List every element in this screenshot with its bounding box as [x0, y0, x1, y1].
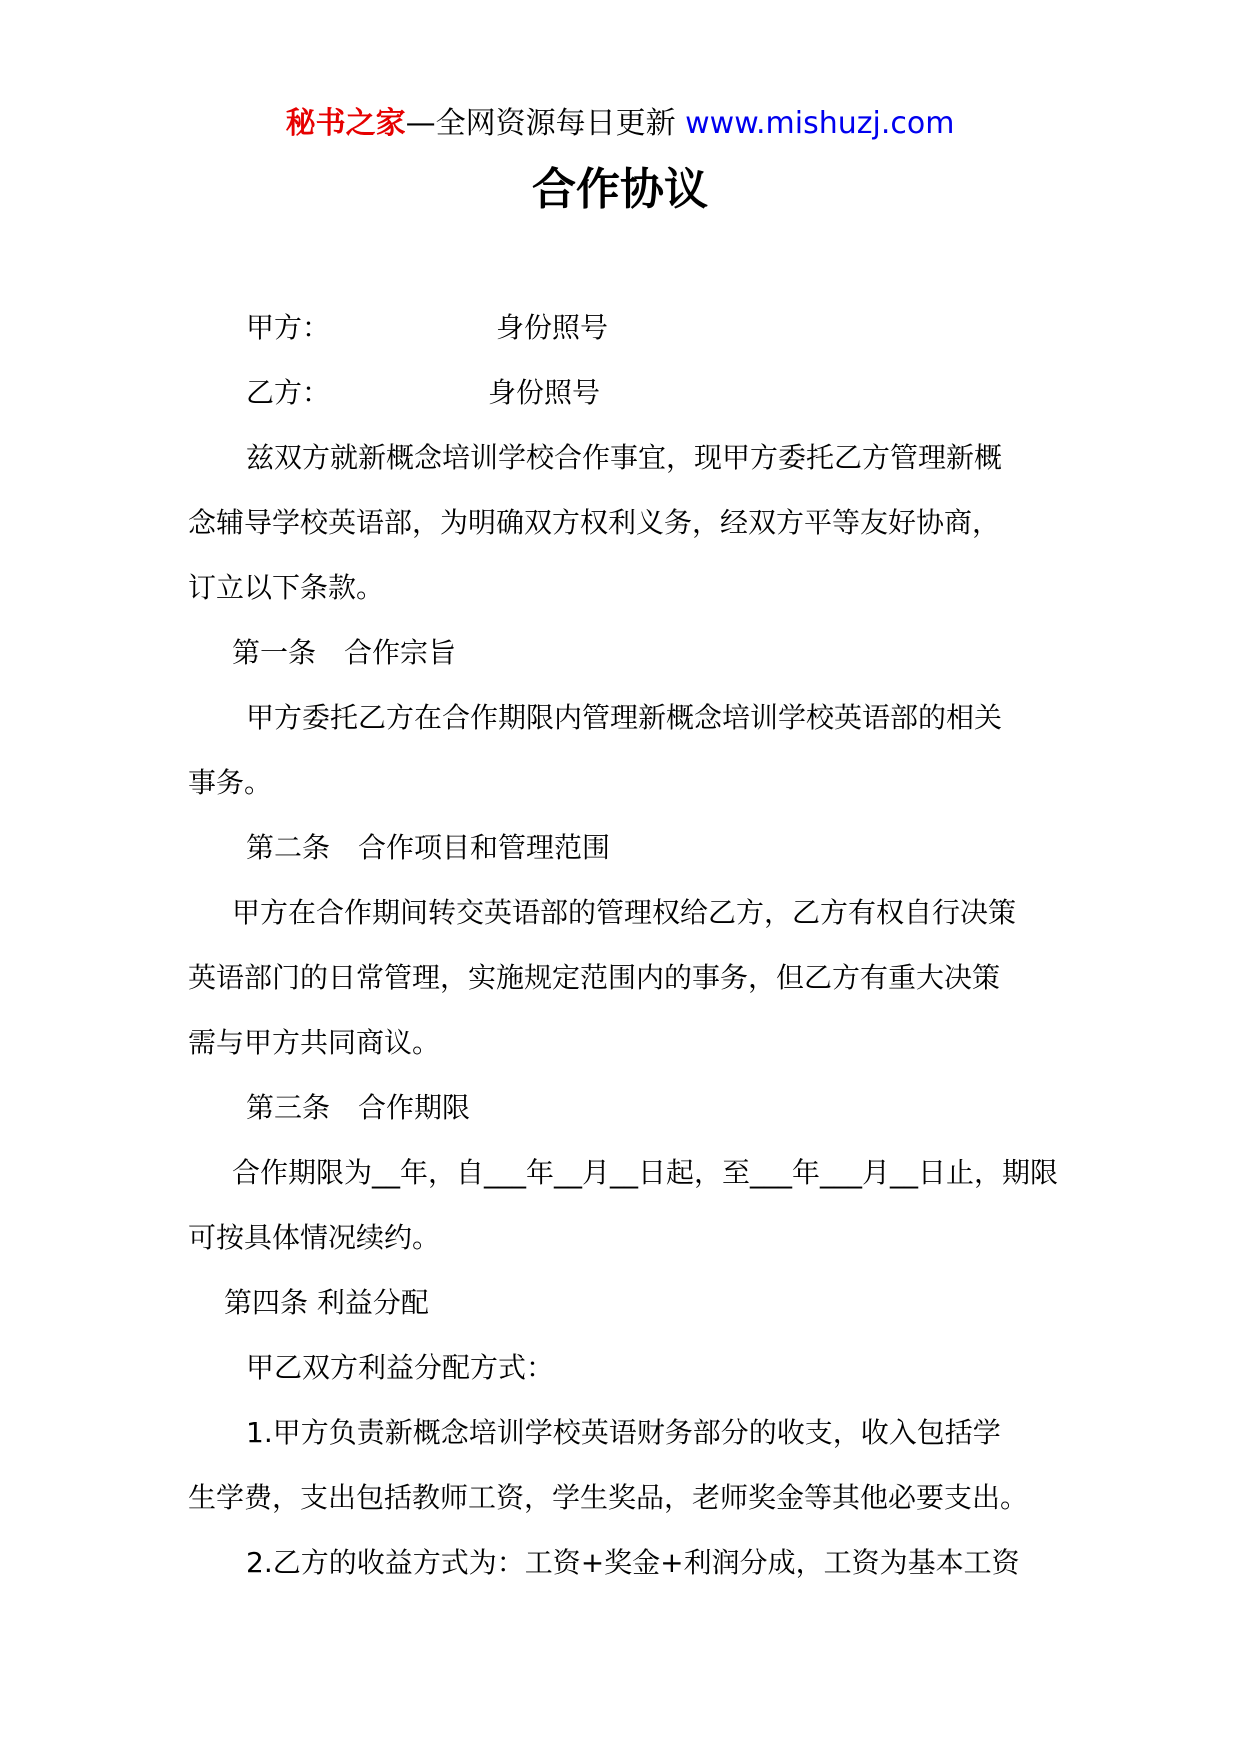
article-4-heading: 第四条 利益分配	[224, 1286, 429, 1319]
list-item-2: 2.乙方的收益方式为：工资+奖金+利润分成，工资为基本工资	[246, 1546, 1020, 1579]
list-item-1: 1.甲方负责新概念培训学校英语财务部分的收支，收入包括学	[246, 1416, 1001, 1449]
brand-name: 秘书之家	[285, 106, 406, 141]
paragraph-line: 兹双方就新概念培训学校合作事宜，现甲方委托乙方管理新概	[246, 441, 1003, 474]
paragraph-line: 念辅导学校英语部，为明确双方权利义务，经双方平等友好协商，	[188, 506, 1001, 539]
document-body	[188, 295, 1059, 1595]
paragraph-line: 生学费，支出包括教师工资，学生奖品，老师奖金等其他必要支出。	[188, 1481, 1029, 1514]
paragraph-line: 需与甲方共同商议。	[188, 1026, 441, 1059]
paragraph-line: 英语部门的日常管理，实施规定范围内的事务，但乙方有重大决策	[188, 961, 1001, 994]
paragraph-line: 合作期限为__年，自___年__月__日起，至___年___月__日止，期限	[232, 1156, 1059, 1189]
header-slogan: —全网资源每日更新	[405, 106, 686, 141]
party-b-label: 乙方：	[246, 376, 331, 409]
paragraph-line: 甲方在合作期间转交英语部的管理权给乙方，乙方有权自行决策	[232, 896, 1017, 929]
article-1-heading: 第一条 合作宗旨	[232, 636, 457, 669]
site-url[interactable]: www.mishuzj.com	[685, 106, 955, 141]
party-b-line	[188, 360, 1056, 425]
paragraph-line: 可按具体情况续约。	[188, 1221, 441, 1254]
paragraph-line: 事务。	[188, 766, 273, 799]
article-3-heading: 第三条 合作期限	[246, 1091, 471, 1124]
paragraph-line: 订立以下条款。	[188, 571, 385, 604]
paragraph-line: 甲乙双方利益分配方式：	[246, 1351, 555, 1384]
party-a-label: 甲方：	[246, 311, 331, 344]
party-a-line	[188, 295, 1056, 360]
document-title: 合作协议	[532, 164, 708, 215]
party-b-id-label: 身份照号	[488, 376, 601, 409]
article-2-heading: 第二条 合作项目和管理范围	[246, 831, 611, 864]
party-a-id-label: 身份照号	[496, 311, 609, 344]
paragraph-line: 甲方委托乙方在合作期限内管理新概念培训学校英语部的相关	[246, 701, 1003, 734]
site-header	[0, 100, 1240, 148]
